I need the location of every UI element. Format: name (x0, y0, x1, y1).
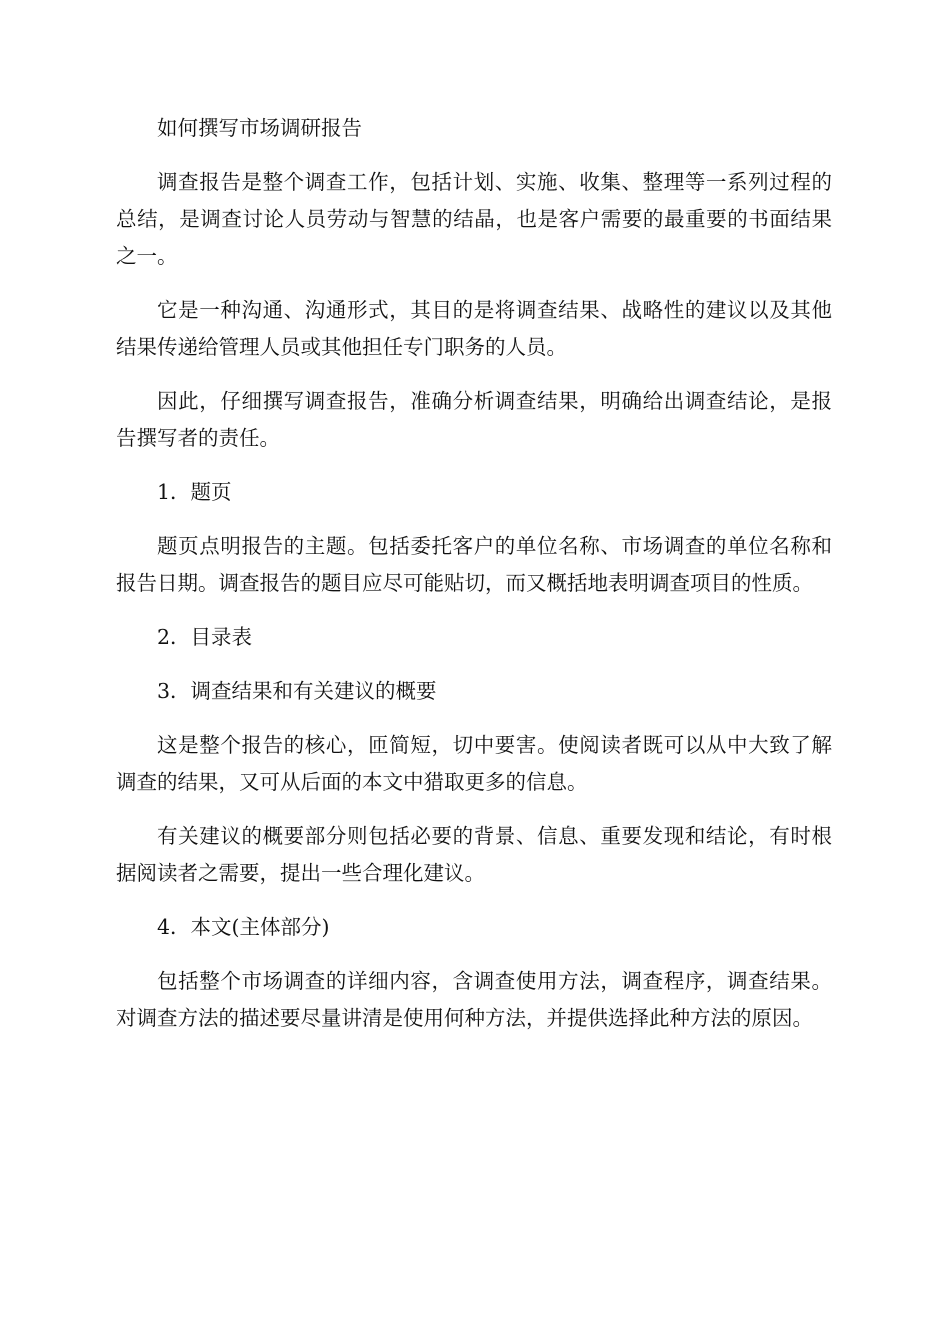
section-3-heading: 3．调查结果和有关建议的概要 (157, 679, 437, 703)
document-page (116, 110, 832, 1054)
section-4-heading: 4．本文(主体部分) (157, 915, 330, 939)
section-2-heading: 2．目录表 (157, 625, 253, 649)
section-3-text-2: 有关建议的概要部分则包括必要的背景、信息、重要发现和结论，有时根据阅读者之需要，提出一些合理化建议。 (116, 824, 832, 885)
document-title: 如何撰写市场调研报告 (157, 116, 362, 140)
intro-paragraph-1: 调查报告是整个调查工作，包括计划、实施、收集、整理等一系列过程的总结，是调查讨论人员劳动与智慧的结晶，也是客户需要的最重要的书面结果之一。 (116, 170, 832, 268)
section-4-text: 包括整个市场调查的详细内容，含调查使用方法，调查程序，调查结果。对调查方法的描述要尽量讲清是使用何种方法，并提供选择此种方法的原因。 (116, 969, 832, 1030)
section-3-text-1: 这是整个报告的核心，匝简短，切中要害。使阅读者既可以从中大致了解调查的结果，又可从后面的本文中猎取更多的信息。 (116, 733, 832, 794)
intro-paragraph-3: 因此，仔细撰写调查报告，准确分析调查结果，明确给出调查结论，是报告撰写者的责任。 (116, 389, 832, 450)
section-1-heading: 1．题页 (157, 480, 232, 504)
intro-paragraph-2: 它是一种沟通、沟通形式，其目的是将调查结果、战略性的建议以及其他结果传递给管理人员或其他担任专门职务的人员。 (116, 298, 832, 359)
section-1-text: 题页点明报告的主题。包括委托客户的单位名称、市场调查的单位名称和报告日期。调查报告的题目应尽可能贴切，而又概括地表明调查项目的性质。 (116, 534, 832, 595)
